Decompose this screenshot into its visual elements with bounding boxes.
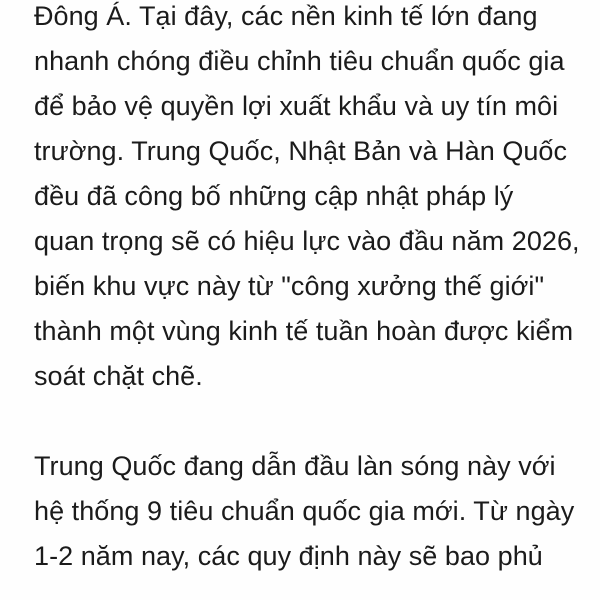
text-line: để bảo vệ quyền lợi xuất khẩu và uy tín môi: [34, 91, 559, 121]
text-line: trường. Trung Quốc, Nhật Bản và Hàn Quốc: [34, 136, 568, 166]
text-line: nhanh chóng điều chỉnh tiêu chuẩn quốc gia: [34, 46, 565, 76]
text-line: đều đã công bố những cập nhật pháp lý: [34, 181, 514, 211]
text-line: 1-2 năm nay, các quy định này sẽ bao phủ: [34, 541, 543, 571]
text-line: Đông Á. Tại đây, các nền kinh tế lớn đang: [34, 1, 538, 31]
text-line: quan trọng sẽ có hiệu lực vào đầu năm 2026,: [34, 226, 580, 256]
text-line: hệ thống 9 tiêu chuẩn quốc gia mới. Từ ngày: [34, 496, 575, 526]
text-line: Trung Quốc đang dẫn đầu làn sóng này với: [34, 451, 556, 481]
text-line: thành một vùng kinh tế tuần hoàn được kiểm: [34, 316, 574, 346]
text-line: biến khu vực này từ "công xưởng thế giới": [34, 271, 545, 301]
text-line: soát chặt chẽ.: [34, 361, 203, 391]
